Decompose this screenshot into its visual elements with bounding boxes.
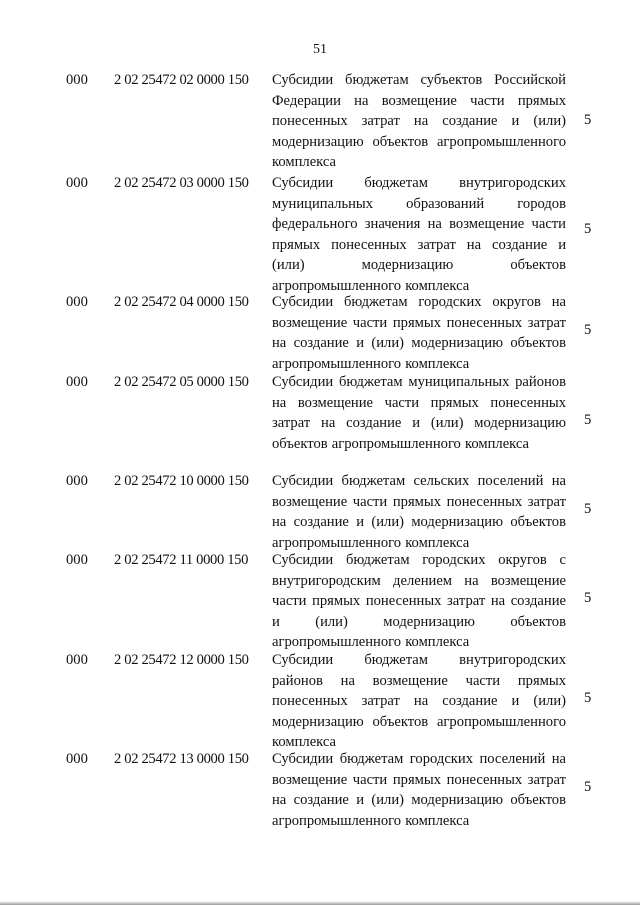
budget-classification-code: 2 02 25472 12 0000 150: [114, 652, 249, 668]
norm-percent: 5: [584, 779, 592, 795]
page-number: 51: [313, 42, 327, 57]
budget-classification-code: 2 02 25472 03 0000 150: [114, 175, 249, 191]
admin-code: 000: [66, 294, 88, 310]
norm-percent: 5: [584, 690, 592, 706]
budget-classification-code: 2 02 25472 13 0000 150: [114, 751, 249, 767]
admin-code: 000: [66, 72, 88, 88]
norm-percent: 5: [584, 412, 592, 428]
revenue-name: Субсидии бюджетам городских округов на возмещение части прямых понесенных затрат на создание и (или) модернизацию объектов агропромышленного комплекса: [272, 294, 566, 372]
norm-percent: 5: [584, 590, 592, 606]
budget-classification-code: 2 02 25472 10 0000 150: [114, 473, 249, 489]
page-edge-shadow: [0, 901, 640, 905]
revenue-name: Субсидии бюджетам городских поселений на возмещение части прямых понесенных затрат на создание и (или) модернизацию объектов агропромышленного комплекса: [272, 751, 566, 829]
revenue-name: Субсидии бюджетам субъектов Российской Федерации на возмещение части прямых понесенных затрат на создание и (или) модернизацию объектов агропромышленного комплекса: [272, 72, 566, 171]
norm-percent: 5: [584, 501, 592, 517]
norm-percent: 5: [584, 322, 592, 338]
budget-classification-code: 2 02 25472 05 0000 150: [114, 374, 249, 390]
admin-code: 000: [66, 552, 88, 568]
revenue-name: Субсидии бюджетам городских округов с внутригородским делением на возмещение части прямых понесенных затрат на создание и (или) модернизацию объектов агропромышленного комплекса: [272, 552, 566, 651]
revenue-name: Субсидии бюджетам сельских поселений на возмещение части прямых понесенных затрат на создание и (или) модернизацию объектов агропромышленного комплекса: [272, 473, 566, 551]
admin-code: 000: [66, 751, 88, 767]
budget-classification-code: 2 02 25472 02 0000 150: [114, 72, 249, 88]
budget-classification-code: 2 02 25472 11 0000 150: [114, 552, 249, 568]
admin-code: 000: [66, 175, 88, 191]
admin-code: 000: [66, 374, 88, 390]
norm-percent: 5: [584, 112, 592, 128]
norm-percent: 5: [584, 221, 592, 237]
revenue-name: Субсидии бюджетам внутригородских районов на возмещение части прямых понесенных затрат на создание и (или) модернизацию объектов агропромышленного комплекса: [272, 652, 566, 751]
revenue-name: Субсидии бюджетам муниципальных районов на возмещение части прямых понесенных затрат на создание и (или) модернизацию объектов агропромышленного комплекса: [272, 374, 566, 452]
budget-classification-code: 2 02 25472 04 0000 150: [114, 294, 249, 310]
revenue-name: Субсидии бюджетам внутригородских муниципальных образований городов федерального значения на возмещение части прямых понесенных затрат на создание и (или) модернизацию объектов агропромышленного комплекса: [272, 175, 566, 294]
admin-code: 000: [66, 473, 88, 489]
admin-code: 000: [66, 652, 88, 668]
